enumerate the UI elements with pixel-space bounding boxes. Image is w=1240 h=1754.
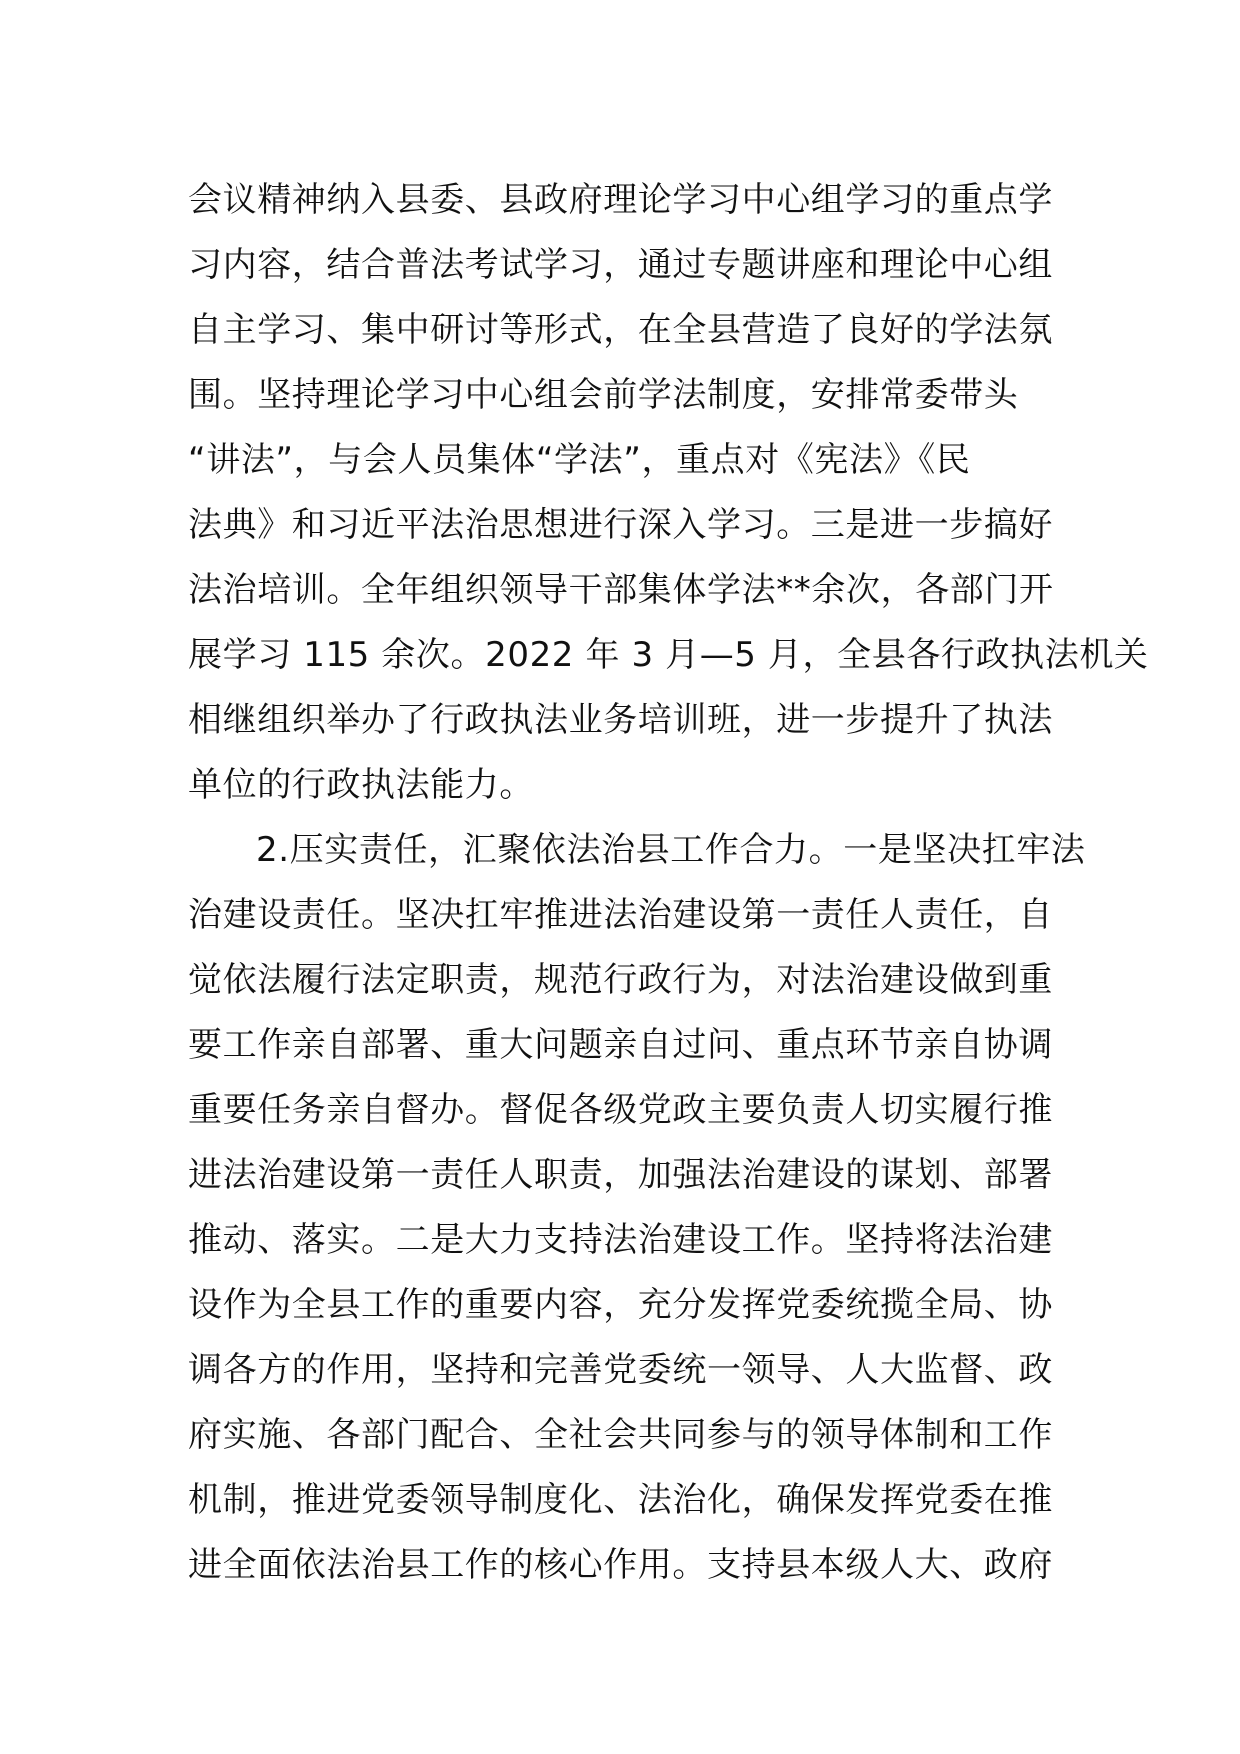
paragraph-start-line: 2.压实责任，汇聚依法治县工作合力。一是坚决扛牢法 [256,830,1086,870]
text-line: 重要任务亲自督办。督促各级党政主要负责人切实履行推 [188,1090,1053,1130]
text-line: 自主学习、集中研讨等形式，在全县营造了良好的学法氛 [188,310,1053,350]
text-line: 要工作亲自部署、重大问题亲自过问、重点环节亲自协调 [188,1025,1053,1065]
text-line: 习内容，结合普法考试学习，通过专题讲座和理论中心组 [188,245,1053,285]
text-line: 觉依法履行法定职责，规范行政行为，对法治建设做到重 [188,960,1053,1000]
text-line: 会议精神纳入县委、县政府理论学习中心组学习的重点学 [188,180,1053,220]
text-line: “讲法”，与会人员集体“学法”，重点对《宪法》《民 [188,440,971,480]
text-line: 围。坚持理论学习中心组会前学法制度，安排常委带头 [188,375,1019,415]
text-line: 机制，推进党委领导制度化、法治化，确保发挥党委在推 [188,1480,1053,1520]
text-line: 进全面依法治县工作的核心作用。支持县本级人大、政府 [188,1545,1053,1585]
text-line: 法典》和习近平法治思想进行深入学习。三是进一步搞好 [188,505,1053,545]
text-line: 相继组织举办了行政执法业务培训班，进一步提升了执法 [188,700,1053,740]
text-line: 设作为全县工作的重要内容，充分发挥党委统揽全局、协 [188,1285,1053,1325]
text-line: 府实施、各部门配合、全社会共同参与的领导体制和工作 [188,1415,1053,1455]
text-line: 法治培训。全年组织领导干部集体学法**余次，各部门开 [188,570,1054,610]
text-line: 单位的行政执法能力。 [188,765,534,805]
text-line: 进法治建设第一责任人职责，加强法治建设的谋划、部署 [188,1155,1053,1195]
text-line: 调各方的作用，坚持和完善党委统一领导、人大监督、政 [188,1350,1053,1390]
text-line: 展学习 115 余次。2022 年 3 月—5 月，全县各行政执法机关 [188,635,1149,675]
body-text [188,168,1149,1598]
text-line: 推动、落实。二是大力支持法治建设工作。坚持将法治建 [188,1220,1053,1260]
text-line: 治建设责任。坚决扛牢推进法治建设第一责任人责任，自 [188,895,1053,935]
